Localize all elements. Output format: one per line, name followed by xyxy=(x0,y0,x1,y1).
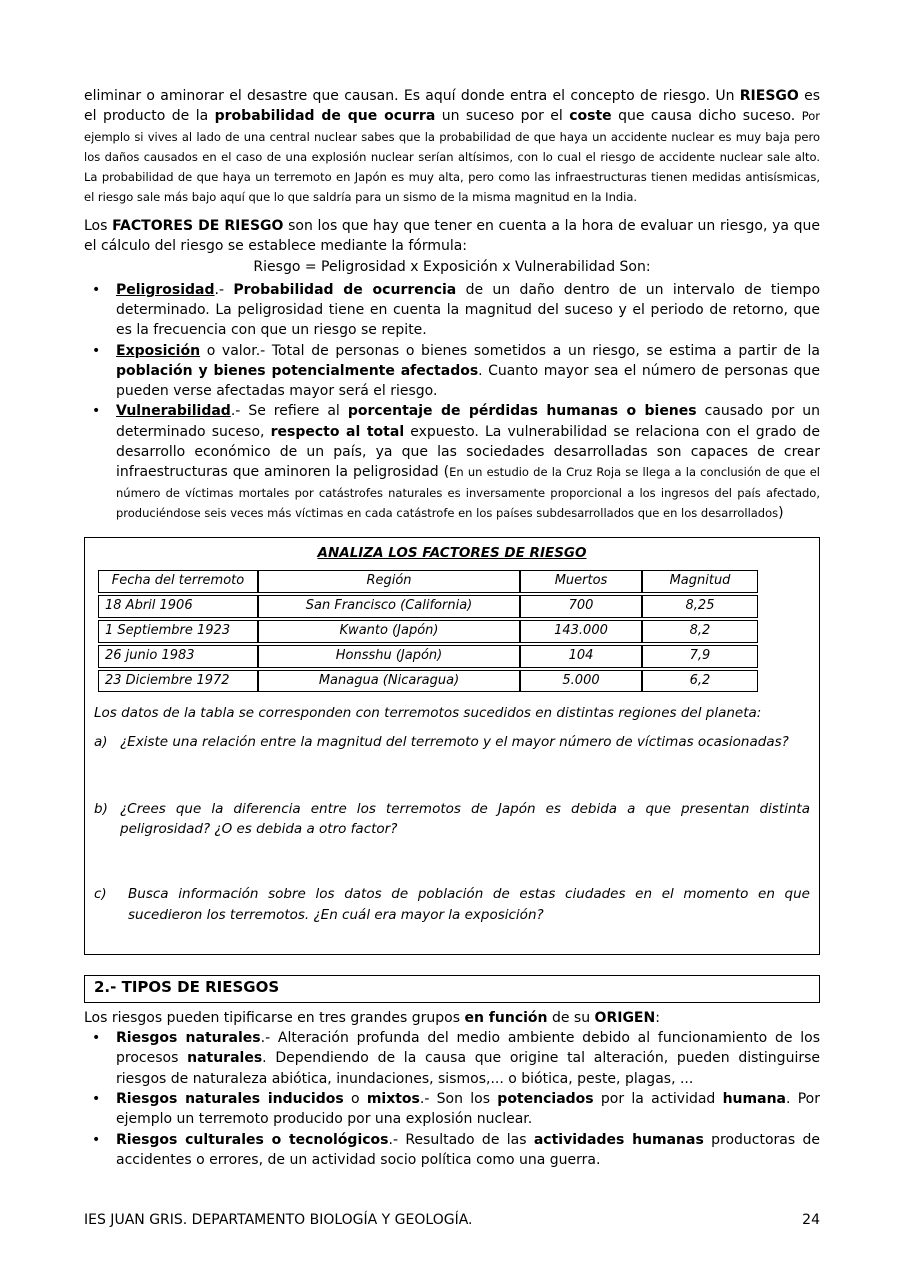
section-2-intro: Los riesgos pueden tipificarse en tres grandes grupos en función de su ORIGEN: xyxy=(84,1009,660,1026)
cell-fecha: 26 junio 1983 xyxy=(98,645,258,668)
cell-fecha: 1 Septiembre 1923 xyxy=(98,620,258,643)
bullet-riesgos-naturales: • Riesgos naturales.- Alteración profunda del medio ambiente debido al funcionamiento de los procesos naturales. Dependiendo de la causa que origine tal alteración, pueden distinguirse riesgos de naturaleza abiótica, inundaciones, sismos,... o biótica, peste, plagas, ... xyxy=(84,1028,820,1089)
question-c xyxy=(94,884,810,926)
table-row xyxy=(98,620,758,643)
page-footer xyxy=(84,1212,820,1228)
earthquake-table xyxy=(98,568,758,694)
cell-fecha: 23 Diciembre 1972 xyxy=(98,670,258,693)
question-a-text: ¿Existe una relación entre la magnitud del terremoto y el mayor número de víctimas ocasionadas? xyxy=(120,733,789,750)
cell-region: Managua (Nicaragua) xyxy=(258,670,520,693)
page-number: 24 xyxy=(802,1212,820,1228)
question-c-text: Busca información sobre los datos de población de estas ciudades en el momento en que sucedieron los terremotos. ¿En cuál era mayor la exposición? xyxy=(128,886,810,924)
table-row xyxy=(98,670,758,693)
factores-paragraph: Los FACTORES DE RIESGO son los que hay que tener en cuenta a la hora de evaluar un riesgo, ya que el cálculo del riesgo se establece mediante la fórmula: xyxy=(84,217,820,255)
cell-region: San Francisco (California) xyxy=(258,595,520,618)
analiza-box xyxy=(84,537,820,955)
cell-muertos: 700 xyxy=(520,595,642,618)
bullet-peligrosidad: • Peligrosidad.- Probabilidad de ocurrencia de un daño dentro de un intervalo de tiempo determinado. La peligrosidad tiene en cuenta la magnitud del suceso y el periodo de retorno, que es la frecuencia con que un riesgo se repite. xyxy=(84,280,820,341)
cell-magnitud: 8,25 xyxy=(642,595,758,618)
cell-region: Honsshu (Japón) xyxy=(258,645,520,668)
cell-region: Kwanto (Japón) xyxy=(258,620,520,643)
column-header-region: Región xyxy=(258,570,520,593)
cell-magnitud: 7,9 xyxy=(642,645,758,668)
question-a xyxy=(94,732,810,753)
cell-muertos: 104 xyxy=(520,645,642,668)
column-header-muertos: Muertos xyxy=(520,570,642,593)
section-2-title: 2.- TIPOS DE RIESGOS xyxy=(94,978,280,997)
table-row xyxy=(98,645,758,668)
bullet-exposicion: • Exposición o valor.- Total de personas o bienes sometidos a un riesgo, se estima a partir de la población y bienes potencialmente afectados. Cuanto mayor sea el número de personas que pueden verse afectadas mayor será el riesgo. xyxy=(84,341,820,402)
section-2-heading xyxy=(84,975,820,1003)
intro-paragraph: eliminar o aminorar el desastre que causan. Es aquí donde entra el concepto de riesgo. Un RIESGO es el producto de la probabilidad de que ocurra un suceso por el coste que causa dicho suceso. Por ejemplo si vives al lado de una central nuclear sabes que la probabilidad de que haya un accidente nuclear es muy baja pero los daños causados en el caso de una explosión nuclear serían altísimos, con lo cual el riesgo de accidente nuclear sale alto. La probabilidad de que haya un terremoto en Japón es muy alta, pero como las infraestructuras tienen medidas antisísmicas, el riesgo sale más bajo aquí que lo que saldría para un sismo de la misma magnitud en la India. xyxy=(84,88,821,205)
cell-muertos: 5.000 xyxy=(520,670,642,693)
table-note: Los datos de la tabla se corresponden con terremotos sucedidos en distintas regiones del planeta: xyxy=(94,705,762,722)
column-header-fecha: Fecha del terremoto xyxy=(98,570,258,593)
question-a-label: a) xyxy=(94,733,108,750)
cell-fecha: 18 Abril 1906 xyxy=(98,595,258,618)
table-header-row xyxy=(98,570,758,593)
question-b-label: b) xyxy=(94,800,108,817)
question-b xyxy=(94,799,810,841)
formula-line: Riesgo = Peligrosidad x Exposición x Vulnerabilidad Son: xyxy=(253,259,651,276)
table-row xyxy=(98,595,758,618)
cell-muertos: 143.000 xyxy=(520,620,642,643)
question-c-label: c) xyxy=(94,886,107,903)
bullet-riesgos-inducidos: • Riesgos naturales inducidos o mixtos.- Son los potenciados por la actividad humana. Por ejemplo un terremoto producido por una explosión nuclear. xyxy=(84,1089,820,1130)
bullet-vulnerabilidad: • Vulnerabilidad.- Se refiere al porcentaje de pérdidas humanas o bienes causado por un determinado suceso, respecto al total expuesto. La vulnerabilidad se relaciona con el grado de desarrollo económico de un país, ya que las sociedades desarrolladas son capaces de crear infraestructuras que aminoren la peligrosidad (En un estudio de la Cruz Roja se llega a la conclusión de que el número de víctimas mortales por catástrofes naturales es inversamente proporcional a los ingresos del país afectado, produciéndose seis veces más víctimas en cada catástrofe en los países subdesarrollados que en los desarrollados) xyxy=(84,401,820,523)
cell-magnitud: 8,2 xyxy=(642,620,758,643)
bullet-riesgos-culturales: • Riesgos culturales o tecnológicos.- Resultado de las actividades humanas productoras de accidentes o errores, de un actividad socio política como una guerra. xyxy=(84,1130,820,1171)
cell-magnitud: 6,2 xyxy=(642,670,758,693)
column-header-magnitud: Magnitud xyxy=(642,570,758,593)
footer-department-text: IES JUAN GRIS. DEPARTAMENTO BIOLOGÍA Y GEOLOGÍA. xyxy=(84,1212,473,1228)
question-b-text: ¿Crees que la diferencia entre los terremotos de Japón es debida a que presentan distinta peligrosidad? ¿O es debida a otro factor? xyxy=(120,800,810,838)
analiza-title: ANALIZA LOS FACTORES DE RIESGO xyxy=(317,545,587,562)
